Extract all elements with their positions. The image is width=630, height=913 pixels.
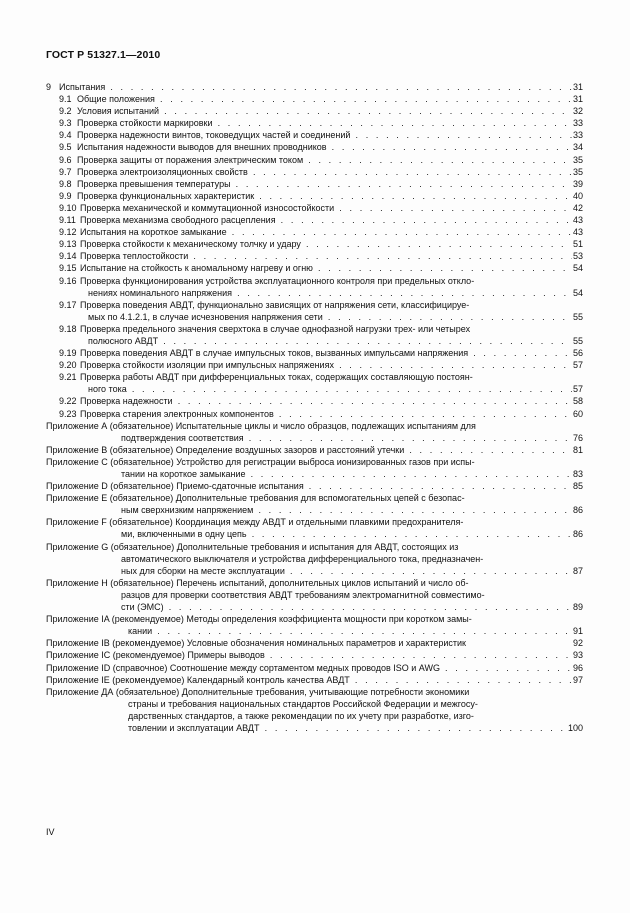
toc-entry-text: Проверка стойкости маркировки . . . [77, 117, 572, 129]
toc-entry-title [77, 166, 572, 178]
toc-entry-title [80, 395, 572, 407]
toc-entry-text: Приложение Н (обязательное) Перечень испытаний, дополнительных циклов испытаний и число об- [46, 577, 469, 588]
toc-entry-page: 89 [572, 602, 583, 613]
toc-entry-text: Приложение IA (рекомендуемое) Методы определения коэффициента мощности при коротком замы- [46, 614, 472, 625]
toc-entry [0, 649, 630, 661]
toc-entry-text: Приложение D (обязательное) Приемо-сдаточные испытания . . . [46, 480, 572, 492]
toc-entry-page: 92 [572, 638, 583, 649]
toc-entry-text: подтверждения соответствия . . . [121, 432, 572, 444]
page-number: IV [46, 827, 55, 837]
toc-entry [0, 371, 630, 383]
toc-entry-number: 9 [46, 82, 52, 92]
toc-entry-page: 31 [572, 94, 583, 105]
toc-entry [0, 226, 630, 238]
toc-entry [0, 287, 630, 299]
table-of-contents [0, 81, 630, 734]
toc-entry-title [77, 105, 572, 117]
toc-entry-text: Общие положения . . . [77, 93, 572, 105]
toc-entry-title [80, 214, 572, 226]
toc-entry-page: 32 [572, 106, 583, 117]
toc-entry [0, 262, 630, 274]
toc-entry-text: Проверка надежности винтов, токоведущих частей и соединений . . . [77, 129, 572, 141]
toc-entry-title [88, 335, 572, 347]
toc-entry [0, 565, 630, 577]
toc-entry-title [121, 528, 572, 540]
toc-entry-text: Приложение Е (обязательное) Дополнительные требования для вспомогательных цепей с безопас- [46, 493, 465, 504]
toc-entry [0, 541, 630, 553]
toc-entry-title [46, 577, 572, 589]
toc-entry-title [80, 202, 572, 214]
toc-entry-number: 9.2 [59, 106, 72, 117]
toc-entry-number: 9.11 [59, 215, 76, 226]
toc-entry-title [80, 347, 572, 359]
toc-entry [0, 456, 630, 468]
toc-entry-page: 55 [572, 311, 583, 322]
toc-entry-page: 31 [572, 82, 583, 92]
toc-entry-number: 9.7 [59, 166, 72, 177]
toc-entry-number: 9.16 [59, 275, 77, 286]
toc-entry-text: Проверка механизма свободного расцепления . . . [80, 214, 572, 226]
toc-entry-title [88, 383, 572, 395]
toc-entry-page: 81 [572, 444, 583, 455]
toc-entry-number: 9.19 [59, 348, 77, 359]
toc-entry-text: товлении и эксплуатации АВДТ . . . [128, 722, 572, 734]
toc-entry-text: тании на короткое замыкание . . . [121, 468, 572, 480]
toc-entry-page: 60 [572, 408, 583, 419]
toc-entry [0, 698, 630, 710]
toc-entry-number: 9.13 [59, 239, 77, 250]
toc-entry-title [121, 601, 572, 613]
toc-entry-text: Проверка работы АВДТ при дифференциальных токах, содержащих составляющую постоян- [80, 372, 473, 383]
toc-entry [0, 395, 630, 407]
toc-entry-page: 87 [572, 565, 583, 576]
toc-entry [0, 311, 630, 323]
toc-entry-title [77, 141, 572, 153]
toc-entry-number: 9.3 [59, 118, 72, 129]
toc-entry-title [46, 420, 572, 432]
toc-entry-page: 57 [572, 360, 583, 371]
toc-entry-text: Приложение В (обязательное) Определение воздушных зазоров и расстояний утечки . . . [46, 444, 572, 456]
toc-entry-page: 40 [572, 190, 583, 201]
toc-entry-text: полюсного АВДТ . . . [88, 335, 572, 347]
document-header: ГОСТ Р 51327.1—2010 [46, 49, 161, 61]
toc-entry-page: 96 [572, 662, 583, 673]
toc-entry-title [46, 662, 572, 674]
toc-entry-page: 33 [572, 118, 583, 129]
toc-entry-page: 54 [572, 287, 583, 298]
toc-entry-title [88, 311, 572, 323]
toc-entry-text: Проверка механической и коммутационной износостойкости . . . [80, 202, 572, 214]
toc-entry-title [46, 444, 572, 456]
toc-entry-page: 85 [572, 481, 583, 492]
toc-entry-page: 43 [572, 215, 583, 226]
toc-entry-text: ного тока . . . [88, 383, 572, 395]
toc-entry-title [88, 287, 572, 299]
toc-entry [0, 625, 630, 637]
toc-entry [0, 686, 630, 698]
toc-entry-page: 35 [572, 166, 583, 177]
toc-entry [0, 178, 630, 190]
toc-entry-page: 57 [572, 384, 583, 395]
toc-entry-title [46, 686, 572, 698]
toc-entry-text: Приложение А (обязательное) Испытательные циклы и число образцов, подлежащих испытаниям для [46, 420, 476, 431]
toc-entry [0, 141, 630, 153]
toc-entry [0, 202, 630, 214]
toc-entry-text: Проверка стойкости к механическому толчку и удару . . . [80, 238, 572, 250]
toc-entry-page: 58 [572, 396, 583, 407]
toc-entry [0, 674, 630, 686]
toc-entry-number: 9.9 [59, 190, 72, 201]
toc-entry-title [80, 226, 572, 238]
toc-entry-page: 83 [572, 469, 583, 479]
toc-entry-number: 9.12 [59, 227, 77, 238]
toc-entry-page: 42 [572, 202, 583, 213]
toc-entry-number: 9.4 [59, 130, 72, 141]
toc-entry-text: ми, включенными в одну цепь . . . [121, 528, 572, 540]
toc-entry-text: Проверка теплостойкости . . . [80, 250, 572, 262]
toc-entry-text: кании . . . [128, 625, 572, 637]
toc-entry [0, 468, 630, 480]
toc-entry [0, 613, 630, 625]
toc-entry-text: Испытания . . . [59, 81, 572, 93]
toc-entry [0, 601, 630, 613]
toc-entry-text: Проверка защиты от поражения электрическим током . . . [77, 154, 572, 166]
toc-entry-title [77, 178, 572, 190]
toc-entry-title [46, 637, 572, 649]
toc-entry-title [128, 722, 572, 734]
toc-entry-title [77, 93, 572, 105]
toc-entry-text: Приложение IE (рекомендуемое) Календарный контроль качества АВДТ . . . [46, 674, 572, 686]
toc-entry-page: 100 [567, 722, 583, 733]
toc-entry-text: Проверка надежности . . . [80, 395, 572, 407]
toc-entry [0, 105, 630, 117]
toc-entry-number: 9.8 [59, 178, 72, 189]
toc-entry-title [121, 553, 572, 565]
toc-entry-number: 9.10 [59, 202, 77, 213]
toc-entry-title [80, 408, 572, 420]
toc-entry-title [77, 190, 572, 202]
toc-entry-page: 93 [572, 650, 583, 661]
toc-entry-title [80, 323, 572, 335]
toc-entry-page: 86 [572, 529, 583, 540]
toc-entry-title [80, 238, 572, 250]
toc-entry-number: 9.15 [59, 263, 77, 274]
toc-entry-page: 91 [572, 626, 583, 637]
toc-entry-title [46, 649, 572, 661]
toc-entry [0, 93, 630, 105]
toc-entry-page: 43 [572, 227, 583, 238]
toc-entry [0, 408, 630, 420]
toc-entry-text: Испытание на стойкость к аномальному нагреву и огню . . . [80, 262, 572, 274]
toc-entry-text: разцов для проверки соответствия АВДТ требованиям электромагнитной совместимо- [121, 589, 485, 600]
toc-entry-text: Проверка электроизоляционных свойств . . . [77, 166, 572, 178]
toc-entry-text: Проверка превышения температуры . . . [77, 178, 572, 190]
toc-entry-text: Приложение F (обязательное) Координация между АВДТ и отдельными плавкими предохранителя- [46, 517, 464, 528]
toc-entry-title [77, 154, 572, 166]
toc-entry-page: 39 [572, 178, 583, 189]
toc-entry-page: 51 [572, 239, 583, 250]
toc-entry [0, 444, 630, 456]
toc-entry [0, 129, 630, 141]
toc-entry-text: Приложение IB (рекомендуемое) Условные обозначения номинальных параметров и характеристик [46, 638, 466, 649]
toc-entry-number: 9.18 [59, 323, 77, 334]
toc-entry [0, 238, 630, 250]
toc-entry-number: 9.21 [59, 372, 77, 383]
toc-entry [0, 637, 630, 649]
toc-entry-text: Приложение ID (справочное) Соотношение между сортаментом медных проводов ISO и AWG . . . [46, 662, 572, 674]
toc-entry-title [46, 480, 572, 492]
toc-entry-text: Проверка поведения АВДТ в случае импульсных токов, вызванных импульсами напряжения . . . [80, 347, 572, 359]
toc-entry-page: 97 [572, 674, 583, 685]
toc-entry [0, 117, 630, 129]
toc-entry [0, 722, 630, 734]
toc-entry [0, 504, 630, 516]
toc-entry-title [121, 504, 572, 516]
toc-entry-number: 9.6 [59, 154, 72, 165]
toc-entry-text: ных для сборки на месте эксплуатации . . . [121, 565, 572, 577]
toc-entry-text: автоматического выключателя и устройства дифференциального тока, предназначен- [121, 553, 484, 564]
toc-entry-page: 33 [572, 130, 583, 141]
toc-entry [0, 166, 630, 178]
toc-entry-title [46, 613, 572, 625]
toc-entry-page: 86 [572, 505, 583, 516]
toc-entry-title [128, 710, 572, 722]
toc-entry-text: Проверка старения электронных компонентов . . . [80, 408, 572, 420]
toc-entry-number: 9.20 [59, 360, 77, 371]
toc-entry-title [80, 262, 572, 274]
toc-entry [0, 154, 630, 166]
toc-entry-text: мых по 4.1.2.1, в случае исчезновения напряжения сети . . . [88, 311, 572, 323]
toc-entry-page: 54 [572, 263, 583, 274]
toc-entry-title [46, 541, 572, 553]
toc-entry [0, 528, 630, 540]
toc-entry [0, 323, 630, 335]
toc-entry-number: 9.5 [59, 142, 72, 153]
toc-entry-text: Приложение G (обязательное) Дополнительные требования и испытания для АВДТ, состоящих из [46, 541, 459, 552]
toc-entry-title [46, 492, 572, 504]
toc-entry [0, 432, 630, 444]
toc-entry-title [128, 625, 572, 637]
toc-entry [0, 516, 630, 528]
toc-entry-text: страны и требования национальных стандартов Российской Федерации и межгосу- [128, 698, 478, 709]
toc-entry-title [80, 371, 572, 383]
toc-entry-title [46, 674, 572, 686]
toc-entry-title [80, 250, 572, 262]
toc-entry-text: сти (ЭМС) . . . [121, 601, 572, 613]
toc-entry-text: Проверка функциональных характеристик . . . [77, 190, 572, 202]
toc-entry-page: 35 [572, 154, 583, 165]
toc-entry-number: 9.23 [59, 408, 77, 419]
toc-entry [0, 190, 630, 202]
toc-entry-number: 9.17 [59, 299, 77, 310]
toc-entry-text: Приложение ДА (обязательное) Дополнительные требования, учитывающие потребности экономики [46, 686, 470, 697]
toc-entry-title [121, 589, 572, 601]
toc-entry [0, 577, 630, 589]
toc-entry-text: Проверка поведения АВДТ, функционально зависящих от напряжения сети, классифицируе- [80, 299, 470, 310]
toc-entry-page: 56 [572, 348, 583, 359]
toc-entry-text: Приложение IC (рекомендуемое) Примеры выводов . . . [46, 649, 572, 661]
toc-entry-text: Проверка функционирования устройства эксплуатационного контроля при предельных откло- [80, 275, 475, 286]
toc-entry [0, 589, 630, 601]
toc-entry [0, 250, 630, 262]
toc-entry [0, 81, 630, 93]
toc-entry-text: Испытания надежности выводов для внешних проводников . . . [77, 141, 572, 153]
toc-entry-title [121, 565, 572, 577]
toc-entry [0, 214, 630, 226]
toc-entry [0, 335, 630, 347]
toc-entry [0, 710, 630, 722]
toc-entry [0, 275, 630, 287]
toc-entry-title [77, 129, 572, 141]
toc-entry-title [121, 432, 572, 444]
toc-entry-title [128, 698, 572, 710]
toc-entry-page: 53 [572, 251, 583, 262]
toc-entry [0, 492, 630, 504]
toc-entry-text: Условия испытаний . . . [77, 105, 572, 117]
toc-entry-text: нениях номинального напряжения . . . [88, 287, 572, 299]
toc-entry-text: дарственных стандартов, а также рекомендации по их учету при разработке, изго- [128, 710, 474, 721]
toc-entry [0, 662, 630, 674]
toc-entry-number: 9.22 [59, 396, 77, 407]
toc-entry-title [80, 299, 572, 311]
toc-entry-text: ным сверхнизким напряжением . . . [121, 504, 572, 516]
toc-entry [0, 480, 630, 492]
toc-entry [0, 359, 630, 371]
toc-entry-title [121, 468, 572, 480]
toc-entry-title [80, 359, 572, 371]
toc-entry [0, 347, 630, 359]
toc-entry-text: Испытания на короткое замыкание . . . [80, 226, 572, 238]
toc-entry-title [77, 117, 572, 129]
toc-entry-title [46, 516, 572, 528]
toc-entry-page: 34 [572, 142, 583, 153]
toc-entry-title [59, 81, 572, 93]
toc-entry-page: 76 [572, 432, 583, 443]
toc-entry-number: 9.1 [59, 94, 72, 105]
toc-entry-text: Приложение С (обязательное) Устройство для регистрации выброса ионизированных газов при испы- [46, 456, 475, 467]
toc-entry [0, 553, 630, 565]
toc-entry-title [80, 275, 572, 287]
toc-entry-title [46, 456, 572, 468]
toc-entry-number: 9.14 [59, 251, 77, 262]
toc-entry [0, 299, 630, 311]
toc-entry-page: 55 [572, 335, 583, 346]
toc-entry-text: Проверка предельного значения сверхтока в случае однофазной нагрузки трех- или четырех [80, 323, 471, 334]
toc-entry-text: Проверка стойкости изоляции при импульсных напряжениях . . . [80, 359, 572, 371]
toc-entry [0, 420, 630, 432]
toc-entry [0, 383, 630, 395]
